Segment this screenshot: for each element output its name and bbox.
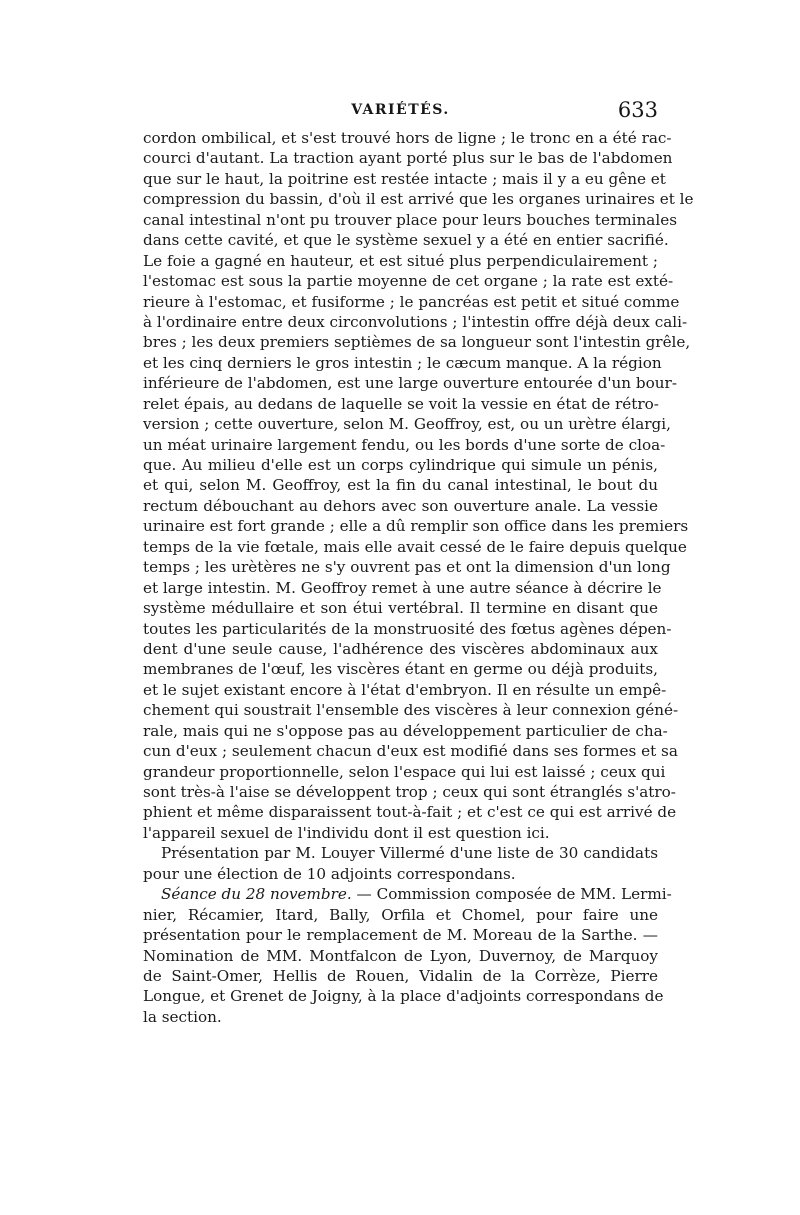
presentation-paragraph-line: Présentation par M. Louyer Villermé d'une liste de 30 candidats: [161, 844, 658, 863]
text-line: relet épais, au dedans de laquelle se voit la vessie en état de rétro-: [143, 394, 659, 413]
text-line: version ; cette ouverture, selon M. Geoffroy, est, ou un urètre élargi,: [143, 415, 671, 434]
text-line: temps de la vie fœtale, mais elle avait cessé de le faire depuis quelque: [143, 537, 687, 556]
seance-date-label: Séance du 28 novembre.: [161, 885, 352, 904]
text-line: dent d'une seule cause, l'adhérence des viscères abdominaux aux: [143, 639, 658, 658]
text-line: système médullaire et son étui vertébral. Il termine en disant que: [143, 599, 658, 618]
text-line: phient et même disparaissent tout-à-fait ; et c'est ce qui est arrivé de: [143, 803, 677, 822]
text-line: rieure à l'estomac, et fusiforme ; le pancréas est petit et situé comme: [143, 292, 680, 311]
text-line: l'appareil sexuel de l'individu dont il est question ici.: [143, 823, 550, 842]
text-line: sont très-à l'aise se développent trop ; ceux qui sont étranglés s'atro-: [143, 783, 676, 801]
seance-paragraph-line: Nomination de MM. Montfalcon de Lyon, Duvernoy, de Marquoy: [143, 946, 658, 965]
text-line: un méat urinaire largement fendu, ou les bords d'une sorte de cloa-: [143, 435, 666, 454]
seance-first-line-text: — Commission composée de MM. Lermi-: [351, 885, 672, 904]
text-line: temps ; les urètères ne s'y ouvrent pas et ont la dimension d'un long: [143, 558, 671, 577]
text-line: cordon ombilical, et s'est trouvé hors de ligne ; le tronc en a été rac-: [143, 129, 672, 147]
seance-paragraph-line: la section.: [143, 1007, 222, 1026]
page-number: 633: [617, 98, 658, 122]
text-line: compression du bassin, d'où il est arrivé que les organes urinaires et le: [143, 190, 694, 209]
text-line: à l'ordinaire entre deux circonvolutions ; l'intestin offre déjà deux cali-: [143, 312, 688, 331]
text-line: courci d'autant. La traction ayant porté plus sur le bas de l'abdomen: [143, 149, 673, 168]
text-line: que sur le haut, la poitrine est restée intacte ; mais il y a eu gêne et: [143, 169, 666, 188]
text-line: toutes les particularités de la monstruosité des fœtus agènes dépen-: [143, 619, 672, 638]
text-line: grandeur proportionnelle, selon l'espace qui lui est laissé ; ceux qui: [143, 762, 666, 781]
text-line: membranes de l'œuf, les viscères étant en germe ou déjà produits,: [143, 660, 658, 679]
text-line: chement qui soustrait l'ensemble des viscères à leur connexion géné-: [143, 701, 679, 720]
text-line: urinaire est fort grande ; elle a dû remplir son office dans les premiers: [143, 517, 689, 536]
seance-paragraph-line: nier, Récamier, Itard, Bally, Orfila et Chomel, pour faire une: [143, 905, 658, 924]
presentation-paragraph-line: pour une élection de 10 adjoints correspondans.: [143, 864, 516, 883]
text-line: canal intestinal n'ont pu trouver place pour leurs bouches terminales: [143, 210, 678, 229]
running-title: VARIÉTÉS.: [351, 102, 450, 118]
text-line: cun d'eux ; seulement chacun d'eux est modifié dans ses formes et sa: [143, 742, 678, 761]
text-line: et les cinq derniers le gros intestin ; le cæcum manque. A la région: [143, 353, 662, 372]
text-line: rectum débouchant au dehors avec son ouverture anale. La vessie: [143, 496, 658, 515]
body-text: [143, 128, 694, 1027]
text-line: dans cette cavité, et que le système sexuel y a été en entier sacrifié.: [143, 231, 669, 250]
seance-paragraph-line: présentation pour le remplacement de M. Moreau de la Sarthe. —: [143, 926, 658, 945]
text-line: et large intestin. M. Geoffroy remet à une autre séance à décrire le: [143, 578, 662, 597]
text-line: et qui, selon M. Geoffroy, est la fin du canal intestinal, le bout du: [143, 476, 658, 495]
text-line: inférieure de l'abdomen, est une large ouverture entourée d'un bour-: [143, 374, 677, 393]
text-line: et le sujet existant encore à l'état d'embryon. Il en résulte un empê-: [143, 680, 667, 699]
seance-paragraph-line: Longue, et Grenet de Joigny, à la place d'adjoints correspondans de: [143, 987, 664, 1006]
seance-paragraph-line: de Saint-Omer, Hellis de Rouen, Vidalin de la Corrèze, Pierre: [143, 966, 658, 985]
running-head: [143, 98, 658, 124]
text-line: rale, mais qui ne s'oppose pas au développement particulier de cha-: [143, 721, 668, 740]
text-line: l'estomac est sous la partie moyenne de cet organe ; la rate est exté-: [143, 272, 674, 291]
text-line: Le foie a gagné en hauteur, et est situé plus perpendiculairement ;: [143, 251, 658, 270]
text-line: que. Au milieu d'elle est un corps cylindrique qui simule un pénis,: [143, 456, 658, 474]
seance-paragraph-first-line: [143, 884, 672, 904]
text-line: bres ; les deux premiers septièmes de sa longueur sont l'intestin grêle,: [143, 333, 691, 352]
